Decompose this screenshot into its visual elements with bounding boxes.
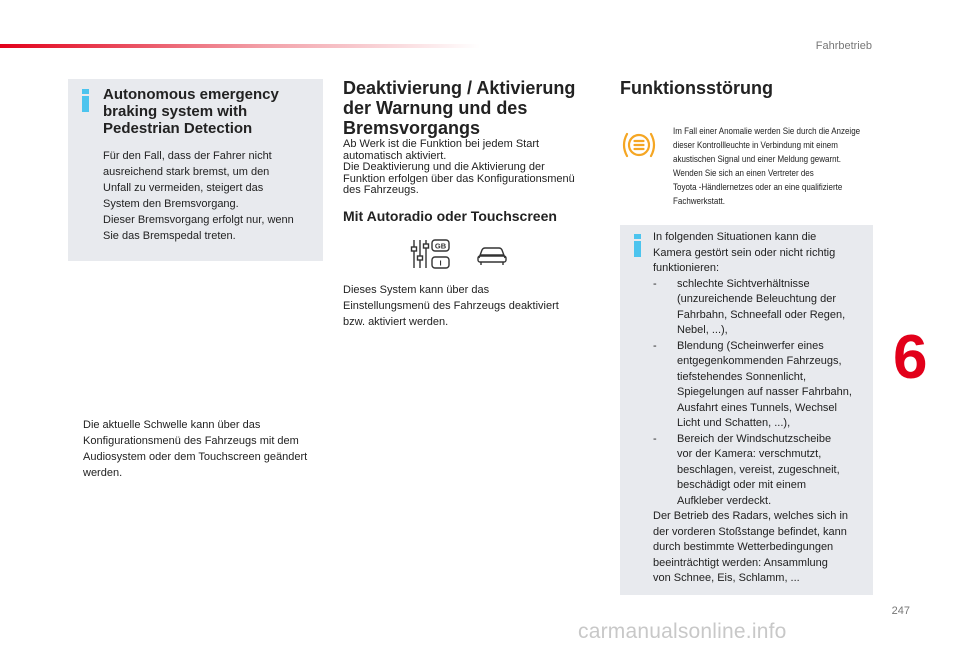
section-label: Fahrbetrieb: [815, 40, 872, 52]
list-item-line: Licht und Schatten, ...),: [677, 417, 791, 429]
deactivation-text-line: Ab Werk ist die Funktion bei jedem Start: [343, 138, 540, 150]
list-item: [653, 277, 871, 339]
aebs-title-line: Pedestrian Detection: [103, 120, 253, 137]
aebs-text-line: System den Bremsvorgang.: [103, 198, 239, 210]
list-item-line: Nebel, ...),: [677, 324, 728, 336]
deactivation-title-line: Deaktivierung / Aktivierung: [343, 78, 576, 98]
threshold-line: Audiosystem oder dem Touchscreen geändert: [83, 451, 308, 463]
list-item-line: Bereich der Windschutzscheibe: [677, 432, 832, 445]
camera-outro-line: durch bestimmte Wetterbedingungen: [653, 541, 834, 553]
header-accent-bar: [0, 44, 480, 48]
list-item-line: (unzureichende Beleuchtung der: [677, 293, 837, 305]
camera-outro-line: Der Betrieb des Radars, welches sich in: [653, 510, 849, 522]
radio-text-line: Einstellungsmenü des Fahrzeugs deaktiviert: [343, 300, 559, 312]
list-item-line: tiefstehendes Sonnenlicht,: [677, 370, 807, 383]
info-icon: [634, 234, 641, 257]
list-item-line: beschlagen, vereist, zugeschneit,: [677, 463, 840, 476]
list-item-line: beschädigt oder mit einem: [677, 479, 807, 491]
aebs-title-line: braking system with: [103, 103, 248, 120]
threshold-line: Die aktuelle Schwelle kann über das: [83, 419, 261, 431]
deactivation-title-line: der Warnung und des: [343, 98, 528, 118]
deactivation-text-line: des Fahrzeugs.: [343, 184, 419, 196]
badge-i: I: [439, 258, 442, 268]
info-icon: [82, 89, 89, 112]
list-dash: -: [653, 339, 657, 352]
radio-text-line: Dieses System kann über das: [343, 284, 490, 296]
camera-info-box: [620, 225, 873, 595]
watermark: carmanualsonline.info: [578, 620, 787, 643]
page-number: 247: [891, 605, 910, 617]
list-item-line: Blendung (Scheinwerfer eines: [677, 339, 824, 352]
car-icon: [476, 244, 508, 266]
radio-title: Mit Autoradio oder Touchscreen: [343, 208, 557, 224]
list-item-line: schlechte Sichtverhältnisse: [677, 277, 810, 290]
malfunction-text-line: Im Fall einer Anomalie werden Sie durch die Anzeige: [673, 126, 861, 136]
malfunction-text: [673, 124, 910, 208]
deactivation-text-line: Die Deaktivierung und die Aktivierung der: [343, 161, 545, 173]
warning-light-icon: [620, 126, 658, 164]
list-dash: -: [653, 277, 657, 290]
aebs-text-line: Dieser Bremsvorgang erfolgt nur, wenn: [103, 214, 294, 226]
deactivation-text-line: automatisch aktiviert.: [343, 149, 447, 162]
threshold-note: [83, 417, 333, 481]
camera-outro-line: beeinträchtigt werden: Ansammlung: [653, 556, 828, 569]
aebs-title: [103, 86, 318, 137]
malfunction-text-line: dieser Kontrollleuchte in Verbindung mit einem: [673, 140, 838, 150]
badge-gb: GB: [434, 241, 447, 251]
deactivation-text-line: Funktion erfolgen über das Konfigurationsmenü: [343, 172, 575, 185]
list-dash: -: [653, 432, 657, 445]
camera-outro-line: der vorderen Stoßstange befindet, kann: [653, 525, 847, 538]
malfunction-title: Funktionsstörung: [620, 78, 773, 98]
list-item-line: Fahrbahn, Schneefall oder Regen,: [677, 308, 846, 321]
deactivation-title: [343, 78, 603, 138]
radio-text-line: bzw. aktiviert werden.: [343, 316, 449, 328]
list-item-line: Aufkleber verdeckt.: [677, 494, 772, 507]
list-item-line: entgegenkommenden Fahrzeugs,: [677, 355, 842, 367]
settings-sliders-icon: [410, 237, 452, 271]
list-item: [653, 339, 871, 432]
list-item: [653, 432, 871, 510]
malfunction-text-line: Wenden Sie sich an einen Vertreter des: [673, 168, 814, 178]
aebs-text-line: ausreichend stark bremst, um den: [103, 166, 270, 178]
deactivation-title-line: Bremsvorgangs: [343, 118, 481, 138]
radio-text: [343, 282, 603, 330]
camera-intro-line: funktionieren:: [653, 262, 720, 274]
chapter-number: 6: [893, 323, 928, 392]
malfunction-text-line: akustischen Signal und einer Meldung gewarnt.: [673, 154, 842, 164]
aebs-text-line: Sie das Bremspedal treten.: [103, 230, 236, 242]
aebs-text-line: Unfall zu vermeiden, steigert das: [103, 182, 264, 194]
list-item-line: Ausfahrt eines Tunnels, Wechsel: [677, 401, 837, 414]
threshold-line: werden.: [83, 467, 123, 479]
camera-intro-line: In folgenden Situationen kann die: [653, 231, 817, 243]
aebs-info-box: [68, 79, 323, 261]
aebs-text-line: Für den Fall, dass der Fahrer nicht: [103, 150, 272, 162]
list-item-line: vor der Kamera: verschmutzt,: [677, 448, 822, 460]
aebs-description: [103, 148, 321, 244]
malfunction-text-line: Toyota -Händlernetzes oder an eine qualifizierte: [673, 182, 843, 192]
camera-conditions-list: [653, 277, 871, 510]
threshold-line: Konfigurationsmenü des Fahrzeugs mit dem: [83, 435, 299, 447]
camera-intro-line: Kamera gestört sein oder nicht richtig: [653, 246, 836, 259]
camera-info-content: [653, 230, 871, 587]
camera-outro-line: von Schnee, Eis, Schlamm, ...: [653, 572, 800, 584]
deactivation-text: [343, 139, 603, 197]
aebs-title-line: Autonomous emergency: [103, 86, 279, 103]
malfunction-text-line: Fachwerkstatt.: [673, 196, 725, 206]
list-item-line: Spiegelungen auf nasser Fahrbahn,: [677, 386, 852, 398]
